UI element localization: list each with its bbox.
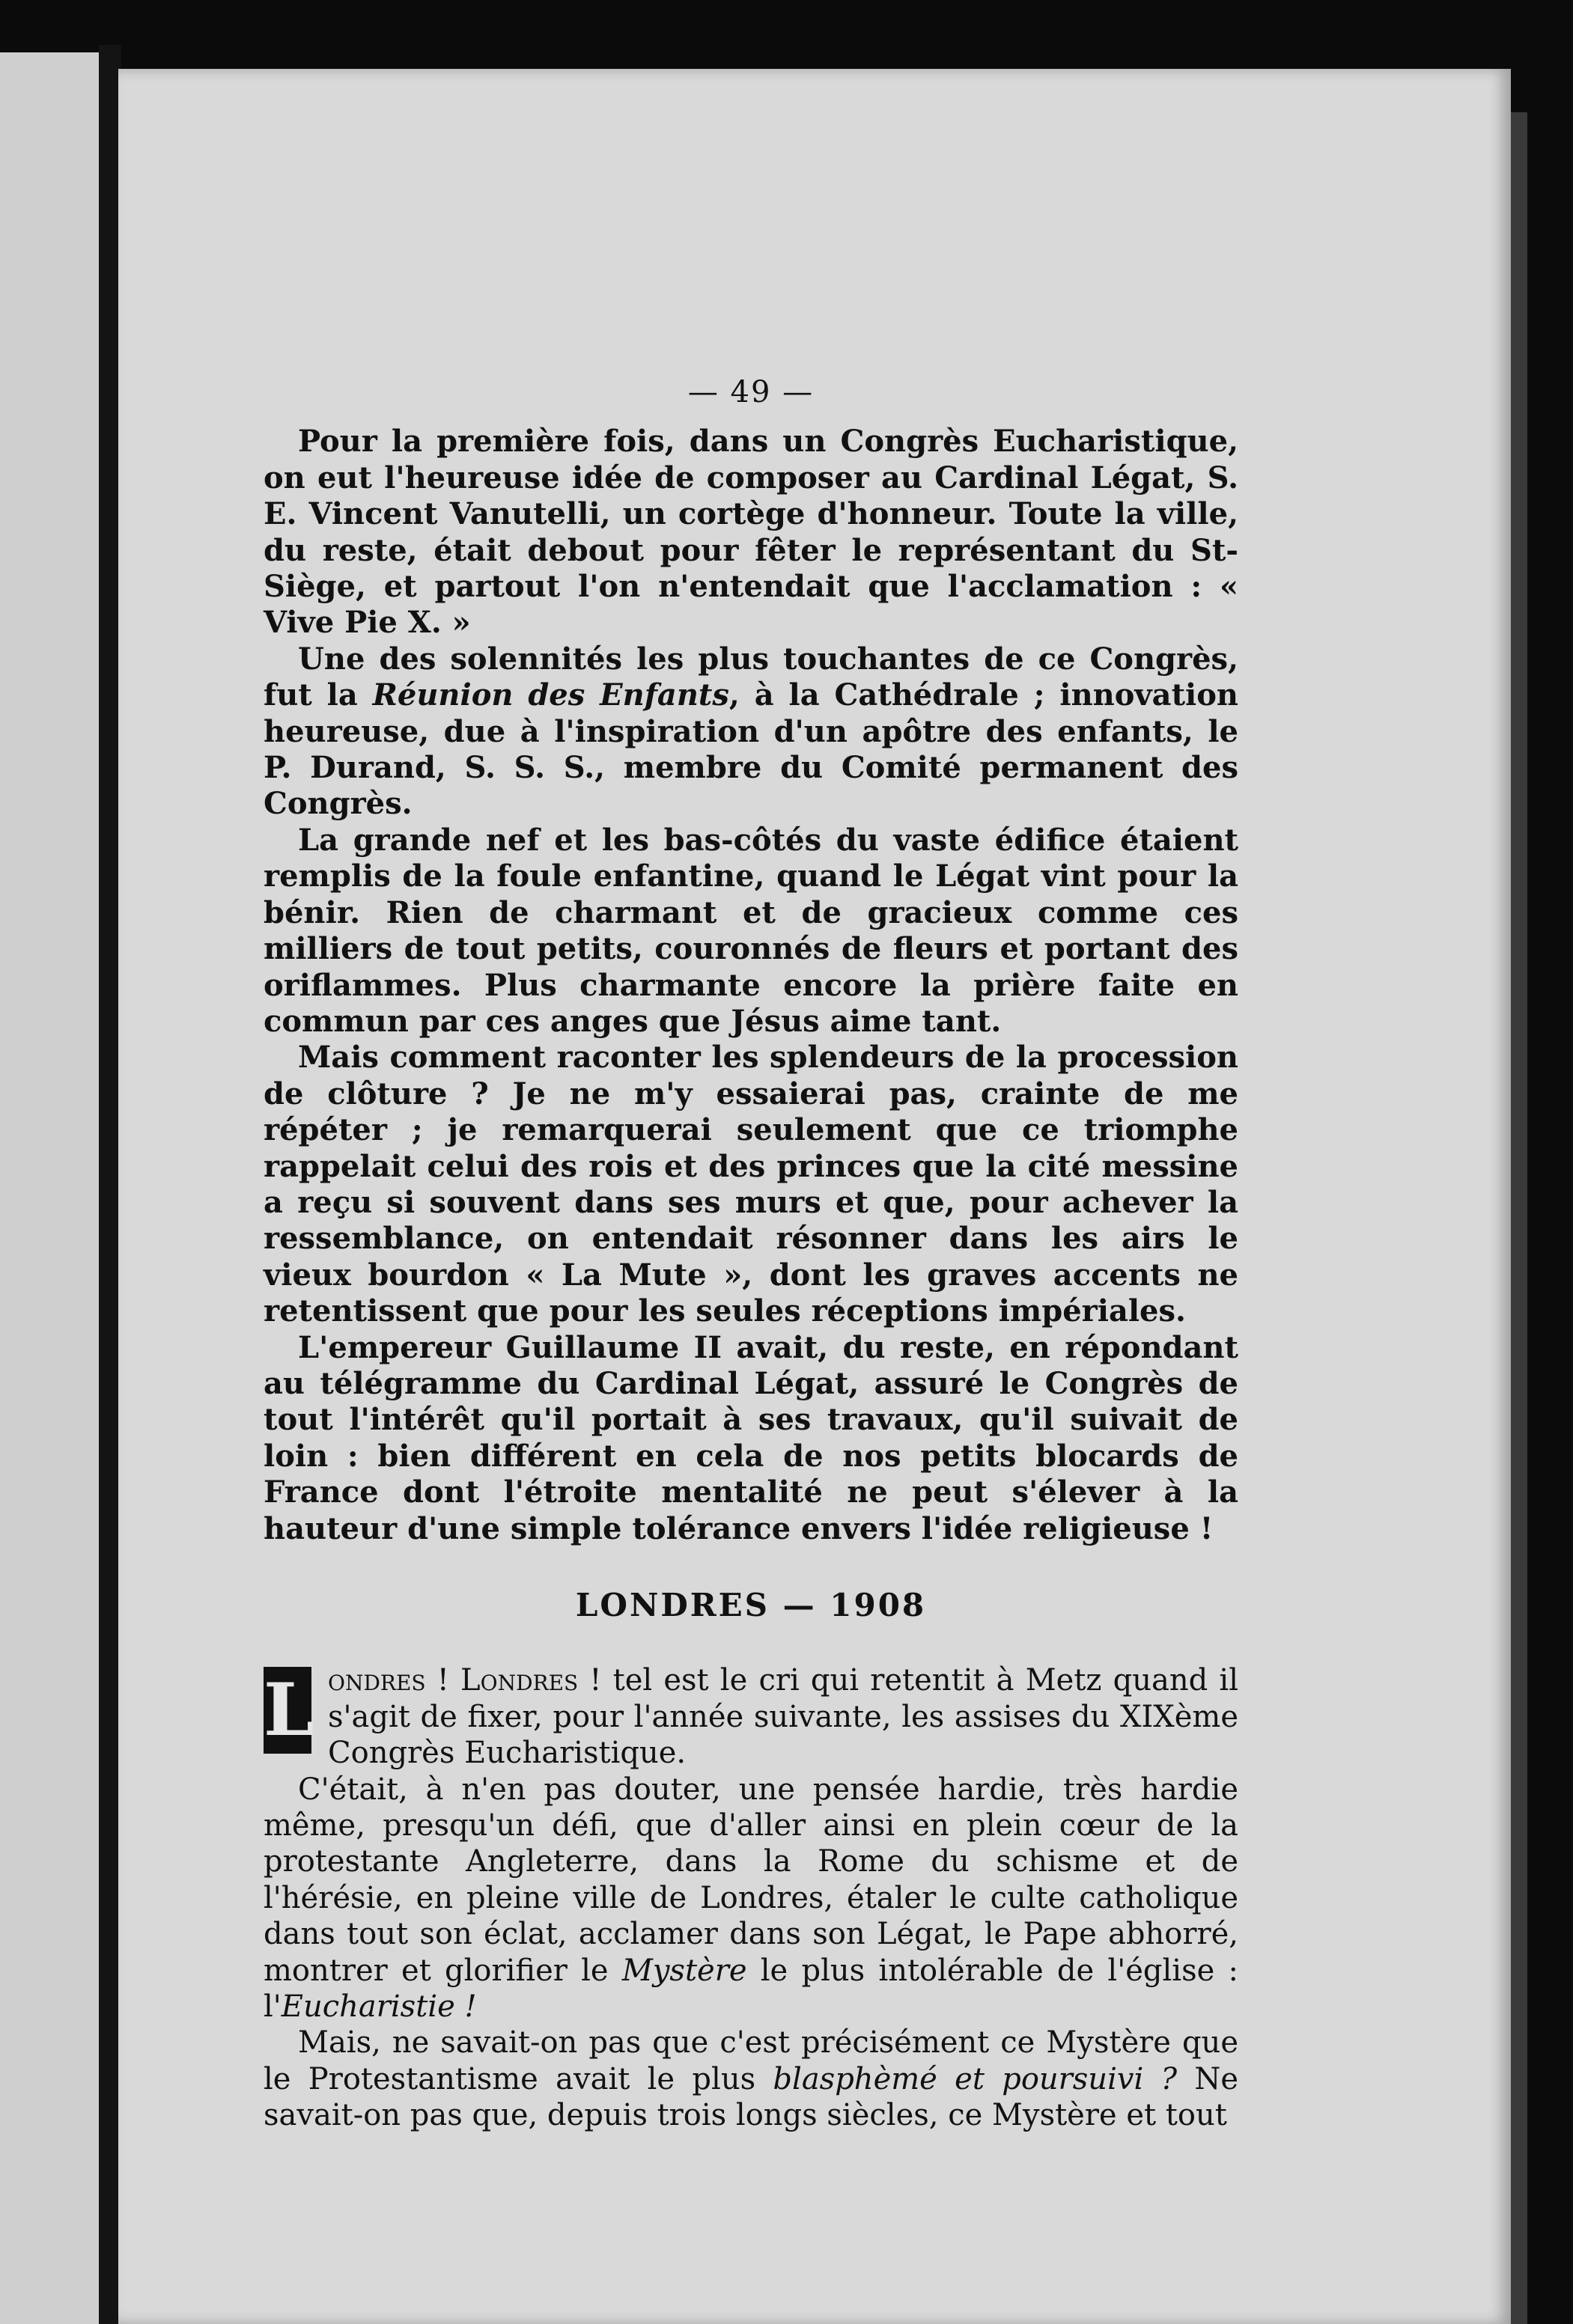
page-number: — 49 —: [687, 375, 815, 409]
blaspheme-emphasis: blasphèmé et poursuivi ?: [773, 2061, 1178, 2096]
section-title: LONDRES — 1908: [575, 1587, 927, 1623]
reunion-text-after: , à la Cathédrale ; innovation heureuse, due à l'inspiration d'un apôtre des enfants, le P. Durand, S. S. S., membre du Comité permanent des Congrès.: [264, 677, 1239, 822]
mystere-emphasis: Mystère: [621, 1953, 747, 1988]
paragraph-reunion: [264, 641, 1238, 823]
paragraph-procession: Mais comment raconter les splendeurs de la procession de clôture ? Je ne m'y essaierai pas, crainte de me répéter ; je remarquerai seulement que ce triomphe rappelait celui des rois et des princes que la cité messine a reçu si souvent dans ses murs et que, pour achever la ressemblance, on entendait résonner dans les airs le vieux bourdon « La Mute », dont les graves accents ne retentissent que pour les seules réceptions impériales.: [264, 1040, 1238, 1329]
paragraph-empereur: L'empereur Guillaume II avait, du reste, en répondant au télégramme du Cardinal Légat, assuré le Congrès de tout l'intérêt qu'il portait à ses travaux, qu'il suivait de loin : bien différent en cela de nos petits blocards de France dont l'étroite mentalité ne peut s'élever à la hauteur d'une simple tolérance envers l'idée religieuse !: [264, 1329, 1238, 1546]
protestantisme-text-after: Ne savait-on pas que, depuis trois longs siècles, ce Mystère et tout: [264, 2061, 1239, 2133]
previous-page-edge: [0, 52, 99, 2324]
londres-text-2: ! tel est le cri qui retentit à Metz quand il s'agit de fixer, pour l'année suivante, les assises du XIXème Congrès Eucharistique.: [328, 1663, 1238, 1771]
londres-smallcaps-2: Londres: [460, 1663, 579, 1698]
paragraph-cortege: Pour la première fois, dans un Congrès Eucharistique, on eut l'heureuse idée de composer au Cardinal Légat, S. E. Vincent Vanutelli, un cortège d'honneur. Toute la ville, du reste, était debout pour fêter le représentant du St-Siège, et partout l'on n'entendait que l'acclamation : « Vive Pie X. »: [264, 424, 1238, 641]
londres-smallcaps-1: ondres: [328, 1663, 426, 1698]
paragraph-pensee-hardie: [264, 1772, 1238, 2025]
londres-text-1: !: [425, 1663, 461, 1698]
paragraph-protestantisme: [264, 2025, 1238, 2133]
paragraph-londres-intro: [264, 1662, 1238, 1771]
paragraph-nef: La grande nef et les bas-côtés du vaste édifice étaient remplis de la foule enfantine, quand le Légat vint pour la bénir. Rien de charmant et de gracieux comme ces milliers de tout petits, couronnés de fleurs et portant des oriflammes. Plus charmante encore la prière faite en commun par ces anges que Jésus aime tant.: [264, 822, 1238, 1039]
eucharistie-emphasis: Eucharistie !: [281, 1989, 477, 2025]
reunion-text-before: Une des solennités les plus touchantes de ce Congrès, fut la: [264, 641, 1238, 713]
page-edge-shadow: [1511, 112, 1527, 2324]
drop-cap-letter: L: [264, 1668, 314, 1753]
reunion-emphasis: Réunion des Enfants: [372, 677, 729, 713]
pensee-text-mid: le plus intolérable de l'église : l': [264, 1953, 1239, 2025]
pensee-text-before: C'était, à n'en pas douter, une pensée hardie, très hardie même, presqu'un défi, que d'aller ainsi en plein cœur de la protestante Angleterre, dans la Rome du schisme et de l'hérésie, en pleine ville de Londres, étaler le culte catholique dans tout son éclat, acclamer dans son Légat, le Pape abhorré, montrer et glorifier le: [264, 1772, 1238, 1988]
protestantisme-text-before: Mais, ne savait-on pas que c'est précisément ce Mystère que le Protestantisme avait le plus: [264, 2025, 1238, 2096]
page-text: [264, 375, 1239, 2134]
